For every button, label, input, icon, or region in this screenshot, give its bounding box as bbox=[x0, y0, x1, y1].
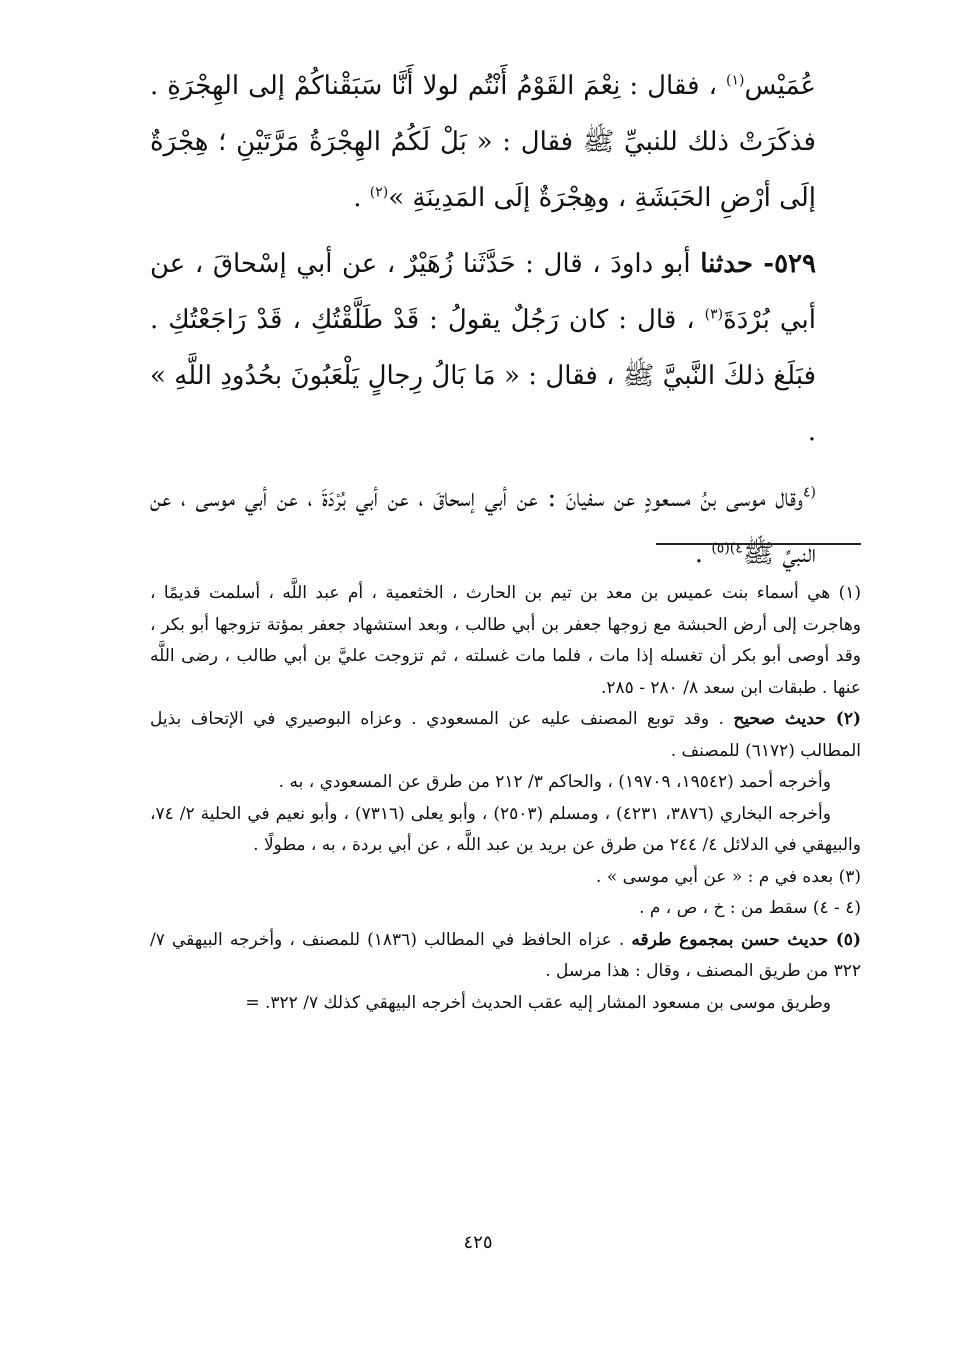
hadith-paragraph-3 bbox=[150, 470, 816, 582]
footnotes bbox=[150, 578, 861, 1019]
footnote-2 bbox=[150, 704, 861, 767]
text-run: وقال موسى بنُ مسعودٍ عن سفيانَ : عن أبي إسحاقَ ، عن أبي بُرْدَةَ ، عن أبي موسى ، عن النبيِّ ﷺ bbox=[150, 483, 816, 569]
footnote-5 bbox=[150, 925, 861, 988]
main-text bbox=[150, 58, 816, 582]
footnote-3: (٣) بعده في م : « عن أبي موسى » . bbox=[596, 866, 861, 887]
text-run: . عزاه الحافظ في المطالب (١٨٣٦) للمصنف ، وأخرجه البيهقي ٧/ ٣٢٢ من طريق المصنف ، وقال : هذا مرسل . bbox=[150, 929, 861, 981]
footnote-marker: (١) bbox=[725, 72, 745, 89]
hadith-paragraph-1 bbox=[150, 58, 816, 226]
text-run: . وقد توبع المصنف عليه عن المسعودي . وعزاه البوصيري في الإتحاف بذيل المطالب (٦١٧٢) للمصنف . bbox=[150, 709, 861, 761]
footnote-1: (١) هي أسماء بنت عميس بن معد بن تيم بن الحارث ، الخثعمية ، أم عبد اللَّه ، أسلمت قديمًا ، وهاجرت إلى أرض الحبشة مع زوجها جعفر بن أبي طالب ، وبعد استشهاد جعفر بمؤتة تزوجها أبو بكر ، وقد أوصى أبو بكر أن تغسله إذا مات ، فلما مات غسلته ، ثم تزوجت عليَّ بن أبي طالب ، رضى اللَّه عنها . طبقات ابن سعد ٨/ ٢٨٠ - ٢٨٥. bbox=[150, 583, 861, 698]
footnote-verdict: (٢) حديث صحيح bbox=[733, 709, 861, 729]
footnote-marker: ٤)(٥) bbox=[711, 540, 743, 557]
text-run: عُمَيْس bbox=[744, 71, 816, 101]
text-run: ، قال : كان رَجُلٌ يقولُ : قَدْ طَلَّقْتُكِ ، قَدْ رَاجَعْتُكِ . فبَلَغ ذلكَ النَّبيَّ ﷺ ، فقال : « مَا بَالُ رِجالٍ يَلْعَبُونَ بحُدُودِ اللَّهِ » . bbox=[150, 305, 816, 447]
footnote-5-continued: وطريق موسى بن مسعود المشار إليه عقب الحديث أخرجه البيهقي كذلك ٧/ ٣٢٢. = bbox=[245, 992, 831, 1013]
footnote-marker: (٢) bbox=[369, 184, 389, 201]
text-run: أبو داودَ ، قال : حَدَّثَنا زُهَيْرٌ ، عن أبي إسْحاقَ ، عن أبي بُرْدَةَ bbox=[150, 249, 816, 335]
footnote-marker: (٣) bbox=[704, 306, 724, 323]
page-number: ٤٢٥ bbox=[463, 1232, 493, 1253]
hadith-number: ٥٢٩- حدثنا bbox=[700, 249, 816, 279]
footnote-2-continued: وأخرجه أحمد (١٩٥٤٢، ١٩٧٠٩) ، والحاكم ٣/ ٢١٢ من طرق عن المسعودي ، به . bbox=[278, 772, 831, 792]
text-run: ، فقال : نِعْمَ القَوْمُ أَنْتُم لولا أَنَّا سَبَقْناكُمْ إلى الهِجْرَةِ . فذكَرَتْ ذلك للنبيِّ ﷺ فقال : « بَلْ لَكُمُ الهِجْرَةُ مَرَّتَيْنِ ؛ هِجْرَةٌ إلَى أرْضِ الحَبَشَةِ ، وهِجْرَةٌ إلَى المَدِينَةِ » bbox=[150, 71, 816, 213]
hadith-paragraph-529 bbox=[150, 236, 816, 460]
footnote-4: (٤ - ٤) سقط من : خ ، ص ، م . bbox=[639, 898, 861, 918]
footnote-marker: (٤ bbox=[803, 484, 816, 501]
footnote-2-continued: وأخرجه البخاري (٣٨٧٦، ٤٢٣١) ، ومسلم (٢٥٠٣) ، وأبو يعلى (٧٣١٦) ، وأبو نعيم في الحلية ٢/ ٧٤، والبيهقي في الدلائل ٤/ ٢٤٤ من طرق عن بريد بن عبد اللَّه ، عن أبي بردة ، به ، مطولًا . bbox=[150, 803, 861, 855]
text-run: . bbox=[694, 539, 712, 569]
text-run: . bbox=[353, 183, 370, 213]
footnote-divider bbox=[656, 543, 861, 545]
footnote-verdict: (٥) حديث حسن بمجموع طرقه bbox=[631, 929, 861, 950]
